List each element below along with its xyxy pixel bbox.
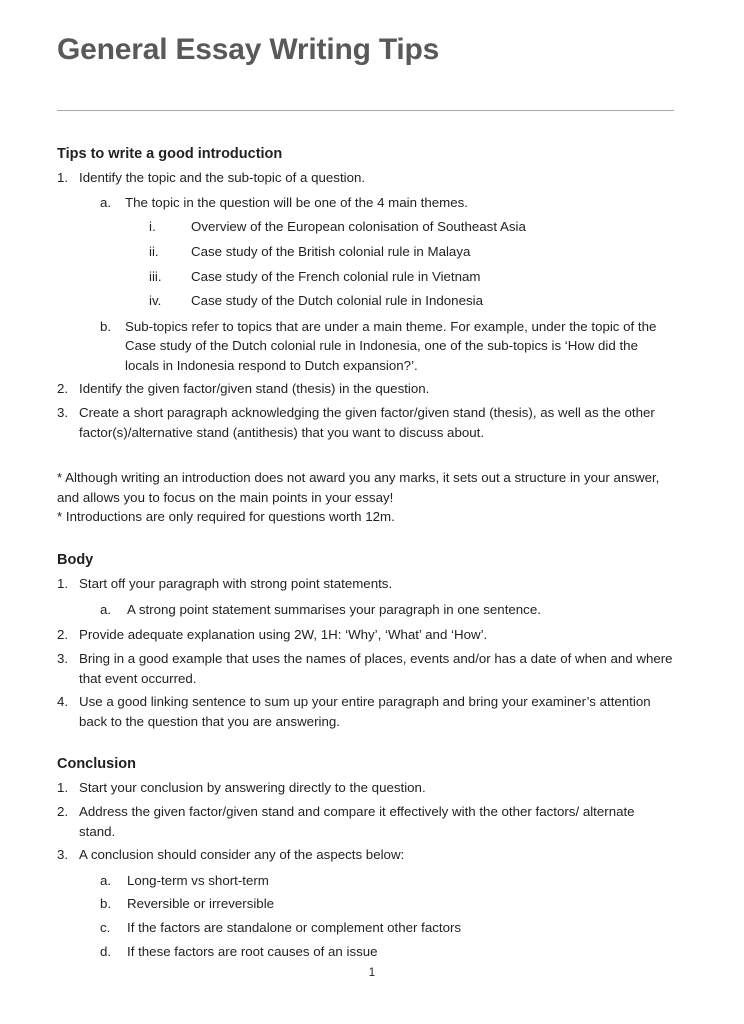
list-item-text: Address the given factor/given stand and compare it effectively with the other factors/ alternate stand.	[79, 804, 635, 839]
list-item	[100, 894, 674, 914]
list-item	[100, 193, 674, 311]
list-marker: 2.	[57, 381, 69, 397]
ordered-list-level3	[149, 217, 674, 310]
list-marker: 1.	[57, 170, 69, 186]
ordered-list-level2	[100, 871, 674, 961]
list-marker: iv.	[149, 293, 162, 309]
notes-block	[57, 468, 674, 527]
list-marker: 1.	[57, 780, 69, 796]
list-item	[100, 871, 674, 891]
list-item	[100, 600, 674, 620]
list-item	[57, 379, 674, 399]
section-body	[57, 551, 674, 731]
ordered-list-level1	[57, 778, 674, 961]
title-divider	[57, 110, 674, 111]
list-item-text: Long-term vs short-term	[127, 872, 269, 888]
list-item	[57, 168, 674, 375]
list-item-text: Identify the given factor/given stand (thesis) in the question.	[79, 381, 430, 397]
list-item	[57, 649, 674, 688]
list-marker: 4.	[57, 694, 69, 710]
ordered-list-level2	[100, 193, 674, 376]
note-text: * Introductions are only required for questions worth 12m.	[57, 509, 395, 525]
page-title: General Essay Writing Tips	[57, 33, 440, 66]
section-conclusion	[57, 755, 674, 961]
list-item-text: Start your conclusion by answering directly to the question.	[79, 780, 426, 796]
list-item-text: Overview of the European colonisation of Southeast Asia	[191, 219, 526, 235]
list-item-text: If these factors are root causes of an issue	[127, 943, 378, 959]
list-item	[100, 317, 674, 376]
list-item-text: Provide adequate explanation using 2W, 1H: ‘Why’, ‘What’ and ‘How’.	[79, 627, 488, 643]
list-marker: a.	[100, 601, 112, 617]
list-marker: a.	[100, 872, 112, 888]
list-item-text: A strong point statement summarises your paragraph in one sentence.	[127, 601, 541, 617]
ordered-list-level1	[57, 168, 674, 442]
list-item	[57, 574, 674, 619]
list-marker: ii.	[149, 243, 159, 259]
list-item-text: Create a short paragraph acknowledging the given factor/given stand (thesis), as well as the other factor(s)/alternative stand (antithesis) that you want to discuss about.	[79, 405, 655, 440]
list-marker: b.	[100, 896, 112, 912]
page-number: 1	[368, 967, 376, 979]
section-heading: Tips to write a good introduction	[57, 146, 283, 162]
list-item	[57, 625, 674, 645]
list-item	[57, 778, 674, 798]
list-item-text: Sub-topics refer to topics that are under a main theme. For example, under the topic of the Case study of the Dutch colonial rule in Indonesia, one of the sub-topics is ‘How did the locals in Indonesia respond to Dutch expansion?’.	[125, 318, 657, 373]
note-text: * Although writing an introduction does not award you any marks, it sets out a structure in your answer, and allows you to focus on the main points in your essay!	[57, 470, 660, 505]
list-marker: a.	[100, 194, 112, 210]
list-item	[57, 845, 674, 961]
list-item-text: A conclusion should consider any of the aspects below:	[79, 847, 405, 863]
list-item	[100, 942, 674, 962]
list-marker: 2.	[57, 627, 69, 643]
list-marker: 3.	[57, 650, 69, 666]
document-content	[57, 0, 674, 961]
list-marker: c.	[100, 920, 111, 935]
section-tips-introduction	[57, 145, 674, 527]
list-item-text: Bring in a good example that uses the names of places, events and/or has a date of when and where that event occurred.	[79, 650, 673, 686]
list-item	[57, 692, 674, 731]
list-marker: 3.	[57, 847, 69, 863]
list-marker: 1.	[57, 576, 69, 592]
list-item	[57, 802, 674, 841]
list-marker: b.	[100, 318, 112, 334]
list-item-text: Case study of the Dutch colonial rule in Indonesia	[191, 293, 483, 309]
list-item-text: The topic in the question will be one of the 4 main themes.	[125, 194, 468, 210]
list-item-text: Identify the topic and the sub-topic of a question.	[79, 170, 366, 186]
list-item	[149, 217, 674, 237]
list-item	[57, 403, 674, 442]
list-marker: 2.	[57, 804, 69, 820]
ordered-list-level2	[100, 600, 674, 620]
ordered-list-level1	[57, 574, 674, 731]
list-item-text: Case study of the British colonial rule in Malaya	[191, 243, 471, 259]
list-marker: d.	[100, 943, 112, 959]
list-marker: 3.	[57, 405, 69, 421]
list-item-text: Use a good linking sentence to sum up your entire paragraph and bring your examiner’s attention back to the question that you are answering.	[79, 694, 651, 729]
section-heading: Body	[57, 552, 94, 569]
list-item	[149, 242, 674, 262]
list-item	[149, 267, 674, 287]
list-marker: i.	[149, 219, 156, 235]
list-item-text: Start off your paragraph with strong point statements.	[79, 576, 393, 592]
list-item	[100, 918, 674, 938]
list-item-text: Case study of the French colonial rule in Vietnam	[191, 268, 481, 284]
section-heading: Conclusion	[57, 756, 136, 773]
list-marker: iii.	[149, 268, 162, 284]
list-item	[149, 291, 674, 311]
list-item-text: Reversible or irreversible	[127, 896, 275, 912]
list-item-text: If the factors are standalone or complement other factors	[127, 920, 462, 935]
